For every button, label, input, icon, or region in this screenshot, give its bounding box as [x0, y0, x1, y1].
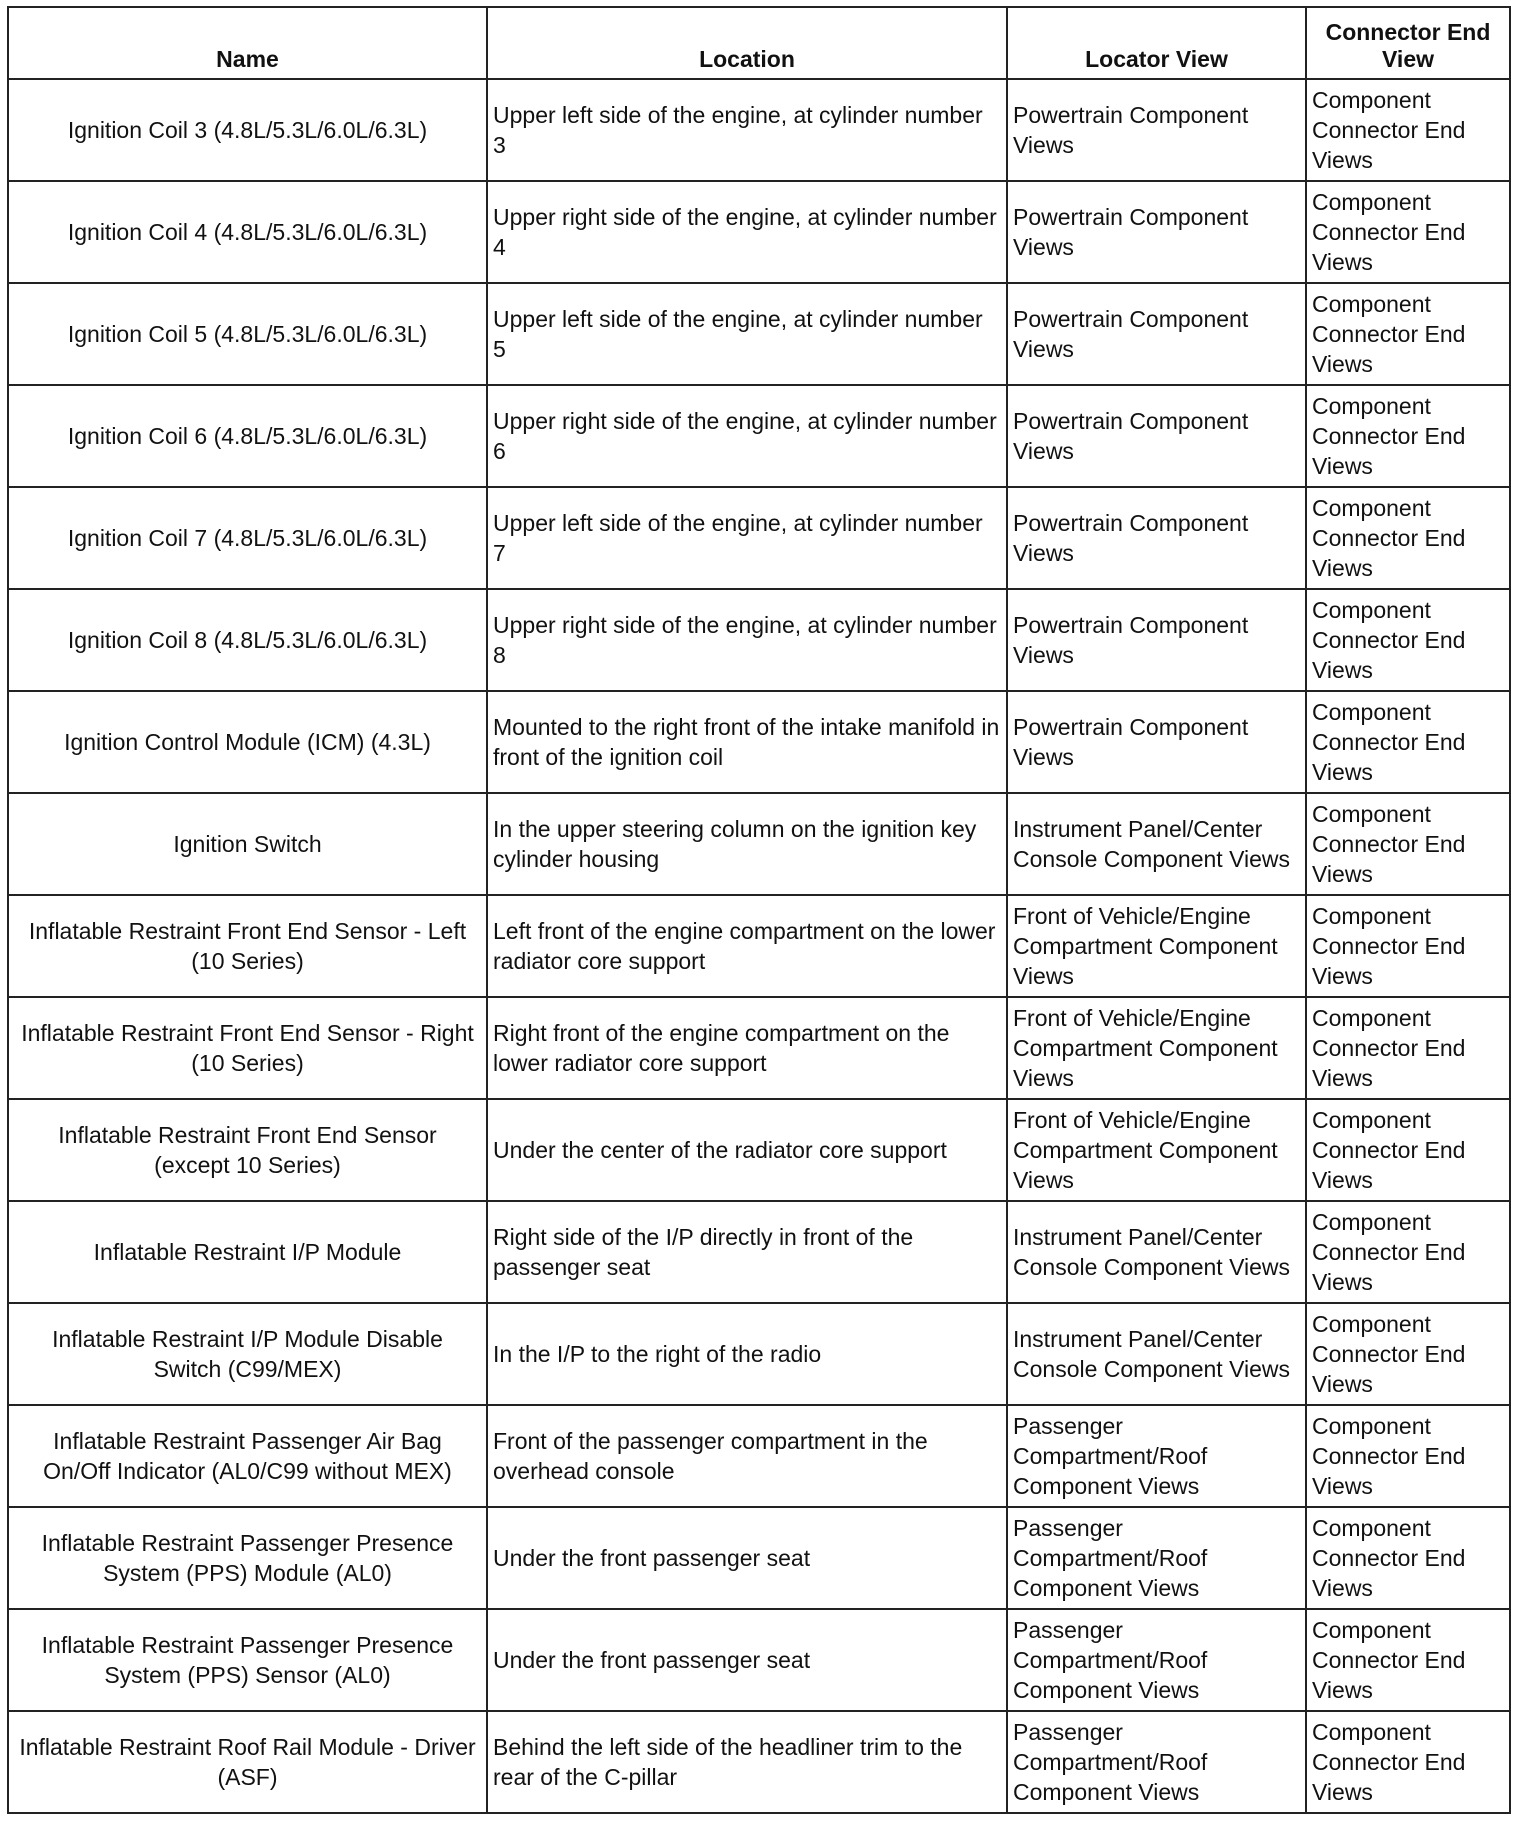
table-row: [8, 181, 1510, 283]
cell-name: Inflatable Restraint Passenger Air Bag On/Off Indicator (AL0/C99 without MEX): [8, 1405, 487, 1507]
table-row: [8, 1405, 1510, 1507]
table-row: [8, 1099, 1510, 1201]
cell-location: Right front of the engine compartment on the lower radiator core support: [487, 997, 1007, 1099]
table-row: [8, 1609, 1510, 1711]
cell-locator-view: Powertrain Component Views: [1007, 283, 1306, 385]
table-row: [8, 79, 1510, 181]
table-row: [8, 895, 1510, 997]
cell-locator-view: Powertrain Component Views: [1007, 79, 1306, 181]
cell-connector-end-view: Component Connector End Views: [1306, 487, 1510, 589]
cell-location: Right side of the I/P directly in front of the passenger seat: [487, 1201, 1007, 1303]
cell-locator-view: Front of Vehicle/Engine Compartment Component Views: [1007, 997, 1306, 1099]
table-row: [8, 997, 1510, 1099]
cell-location: Upper right side of the engine, at cylinder number 4: [487, 181, 1007, 283]
cell-connector-end-view: Component Connector End Views: [1306, 589, 1510, 691]
cell-name: Inflatable Restraint Passenger Presence System (PPS) Sensor (AL0): [8, 1609, 487, 1711]
cell-locator-view: Powertrain Component Views: [1007, 487, 1306, 589]
cell-name: Ignition Control Module (ICM) (4.3L): [8, 691, 487, 793]
table-row: [8, 1507, 1510, 1609]
table-row: [8, 385, 1510, 487]
cell-connector-end-view: Component Connector End Views: [1306, 385, 1510, 487]
cell-location: Left front of the engine compartment on the lower radiator core support: [487, 895, 1007, 997]
cell-locator-view: Instrument Panel/Center Console Component Views: [1007, 1303, 1306, 1405]
cell-location: Upper left side of the engine, at cylinder number 5: [487, 283, 1007, 385]
column-header-locator-view: Locator View: [1007, 7, 1306, 79]
cell-connector-end-view: Component Connector End Views: [1306, 1201, 1510, 1303]
cell-name: Inflatable Restraint I/P Module Disable Switch (C99/MEX): [8, 1303, 487, 1405]
cell-name: Ignition Coil 8 (4.8L/5.3L/6.0L/6.3L): [8, 589, 487, 691]
cell-locator-view: Powertrain Component Views: [1007, 385, 1306, 487]
cell-connector-end-view: Component Connector End Views: [1306, 691, 1510, 793]
cell-connector-end-view: Component Connector End Views: [1306, 1405, 1510, 1507]
cell-name: Inflatable Restraint Passenger Presence System (PPS) Module (AL0): [8, 1507, 487, 1609]
cell-location: Mounted to the right front of the intake manifold in front of the ignition coil: [487, 691, 1007, 793]
cell-connector-end-view: Component Connector End Views: [1306, 793, 1510, 895]
table-body: [8, 79, 1510, 1813]
cell-name: Ignition Switch: [8, 793, 487, 895]
cell-connector-end-view: Component Connector End Views: [1306, 181, 1510, 283]
cell-location: Under the front passenger seat: [487, 1609, 1007, 1711]
cell-location: Upper left side of the engine, at cylinder number 7: [487, 487, 1007, 589]
cell-location: Under the front passenger seat: [487, 1507, 1007, 1609]
component-locator-table: [7, 6, 1511, 1814]
cell-name: Inflatable Restraint Front End Sensor - Right (10 Series): [8, 997, 487, 1099]
cell-location: Upper left side of the engine, at cylinder number 3: [487, 79, 1007, 181]
cell-location: Behind the left side of the headliner trim to the rear of the C-pillar: [487, 1711, 1007, 1813]
column-header-connector-end-view: Connector End View: [1306, 7, 1510, 79]
cell-locator-view: Powertrain Component Views: [1007, 181, 1306, 283]
table-row: [8, 283, 1510, 385]
cell-locator-view: Instrument Panel/Center Console Component Views: [1007, 793, 1306, 895]
cell-connector-end-view: Component Connector End Views: [1306, 997, 1510, 1099]
cell-locator-view: Passenger Compartment/Roof Component Views: [1007, 1405, 1306, 1507]
cell-location: In the I/P to the right of the radio: [487, 1303, 1007, 1405]
cell-locator-view: Front of Vehicle/Engine Compartment Component Views: [1007, 895, 1306, 997]
cell-name: Ignition Coil 5 (4.8L/5.3L/6.0L/6.3L): [8, 283, 487, 385]
table-row: [8, 793, 1510, 895]
cell-location: Under the center of the radiator core support: [487, 1099, 1007, 1201]
table-row: [8, 487, 1510, 589]
cell-locator-view: Instrument Panel/Center Console Component Views: [1007, 1201, 1306, 1303]
cell-location: Front of the passenger compartment in the overhead console: [487, 1405, 1007, 1507]
cell-locator-view: Passenger Compartment/Roof Component Views: [1007, 1711, 1306, 1813]
cell-locator-view: Powertrain Component Views: [1007, 691, 1306, 793]
cell-locator-view: Passenger Compartment/Roof Component Views: [1007, 1507, 1306, 1609]
table-row: [8, 1201, 1510, 1303]
cell-connector-end-view: Component Connector End Views: [1306, 1609, 1510, 1711]
cell-locator-view: Passenger Compartment/Roof Component Views: [1007, 1609, 1306, 1711]
cell-connector-end-view: Component Connector End Views: [1306, 283, 1510, 385]
cell-location: Upper right side of the engine, at cylinder number 8: [487, 589, 1007, 691]
header-row: [8, 7, 1510, 79]
table-row: [8, 1711, 1510, 1813]
cell-name: Inflatable Restraint Front End Sensor (except 10 Series): [8, 1099, 487, 1201]
cell-name: Inflatable Restraint Front End Sensor - Left (10 Series): [8, 895, 487, 997]
cell-location: In the upper steering column on the ignition key cylinder housing: [487, 793, 1007, 895]
table-row: [8, 589, 1510, 691]
cell-connector-end-view: Component Connector End Views: [1306, 1303, 1510, 1405]
cell-name: Inflatable Restraint I/P Module: [8, 1201, 487, 1303]
cell-name: Inflatable Restraint Roof Rail Module - Driver (ASF): [8, 1711, 487, 1813]
cell-name: Ignition Coil 7 (4.8L/5.3L/6.0L/6.3L): [8, 487, 487, 589]
cell-name: Ignition Coil 3 (4.8L/5.3L/6.0L/6.3L): [8, 79, 487, 181]
table-row: [8, 691, 1510, 793]
cell-name: Ignition Coil 4 (4.8L/5.3L/6.0L/6.3L): [8, 181, 487, 283]
cell-connector-end-view: Component Connector End Views: [1306, 1507, 1510, 1609]
cell-connector-end-view: Component Connector End Views: [1306, 895, 1510, 997]
cell-connector-end-view: Component Connector End Views: [1306, 1099, 1510, 1201]
cell-connector-end-view: Component Connector End Views: [1306, 79, 1510, 181]
cell-locator-view: Front of Vehicle/Engine Compartment Component Views: [1007, 1099, 1306, 1201]
cell-location: Upper right side of the engine, at cylinder number 6: [487, 385, 1007, 487]
column-header-location: Location: [487, 7, 1007, 79]
cell-locator-view: Powertrain Component Views: [1007, 589, 1306, 691]
cell-connector-end-view: Component Connector End Views: [1306, 1711, 1510, 1813]
column-header-name: Name: [8, 7, 487, 79]
cell-name: Ignition Coil 6 (4.8L/5.3L/6.0L/6.3L): [8, 385, 487, 487]
table-row: [8, 1303, 1510, 1405]
